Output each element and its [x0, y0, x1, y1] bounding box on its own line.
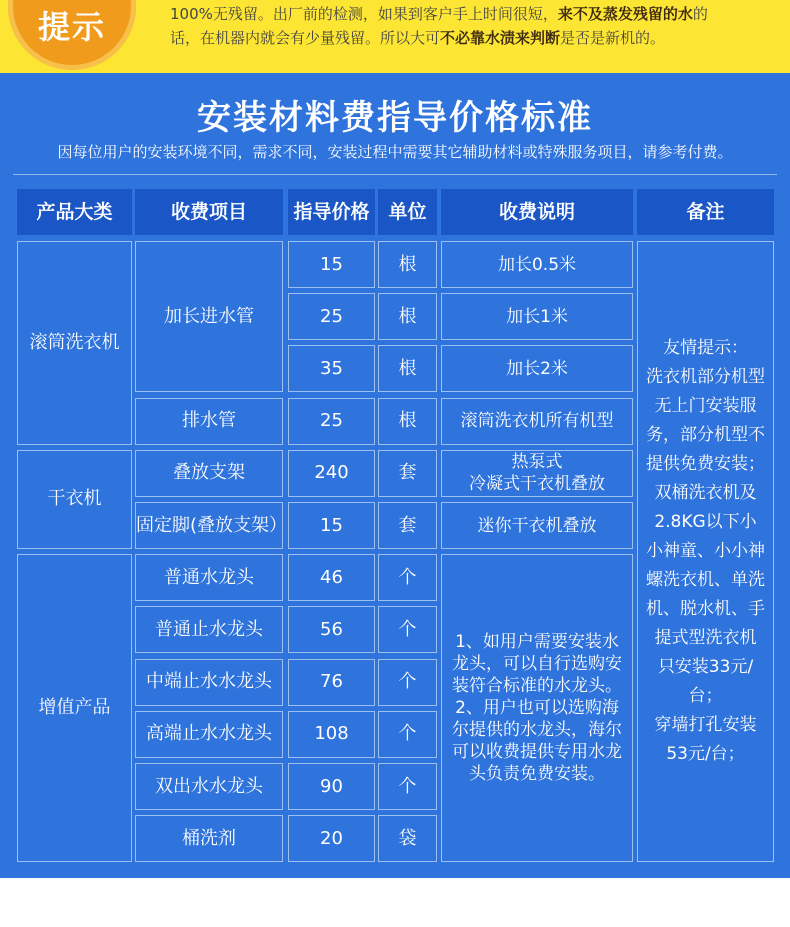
- header-price: 指导价格: [288, 189, 375, 235]
- item-cell: 普通水龙头: [135, 554, 283, 601]
- price-cell: 25: [288, 293, 375, 340]
- item-cell: 普通止水龙头: [135, 606, 283, 653]
- price-cell: 25: [288, 398, 375, 445]
- notice-line2-text: 话，在机器内就会有少量残留。所以大可: [170, 29, 441, 47]
- description-cell: 加长1米: [441, 293, 633, 340]
- item-cell: 高端止水水龙头: [135, 711, 283, 758]
- price-cell: 15: [288, 502, 375, 549]
- remark-cell: 友情提示： 洗衣机部分机型无上门安装服务，部分机型不提供免费安装； 双桶洗衣机及2.8KG以下小小神童、小小神螺洗衣机、单洗机、脱水机、手提式型洗衣机 只安装33元/台； 穿墙打孔安装53元/台；: [637, 241, 774, 862]
- description-cell: 滚筒洗衣机所有机型: [441, 398, 633, 445]
- notice-text: [170, 2, 780, 50]
- description-cell: 迷你干衣机叠放: [441, 502, 633, 549]
- notice-line1-bold: 来不及蒸发残留的水: [557, 5, 693, 23]
- header-unit: 单位: [378, 189, 437, 235]
- category-cell: 干衣机: [17, 450, 132, 549]
- bottom-blank: [0, 878, 790, 927]
- price-cell: 108: [288, 711, 375, 758]
- unit-cell: 根: [378, 345, 437, 392]
- description-cell: 1、如用户需要安装水龙头，可以自行选购安装符合标准的水龙头。 2、用户也可以选购海尔提供的水龙头，海尔可以收费提供专用水龙头负责免费安装。: [441, 554, 633, 862]
- item-cell: 双出水水龙头: [135, 763, 283, 810]
- price-cell: 76: [288, 659, 375, 706]
- page-title: 安装材料费指导价格标准: [197, 98, 593, 138]
- notice-badge-label: 提示: [37, 8, 106, 46]
- divider: [13, 174, 777, 175]
- notice-line1-suffix: 的: [692, 5, 708, 23]
- price-cell: 35: [288, 345, 375, 392]
- item-cell: 排水管: [135, 398, 283, 445]
- unit-cell: 个: [378, 711, 437, 758]
- item-cell: 中端止水水龙头: [135, 659, 283, 706]
- price-cell: 15: [288, 241, 375, 288]
- unit-cell: 个: [378, 659, 437, 706]
- header-remark: 备注: [637, 189, 774, 235]
- unit-cell: 个: [378, 763, 437, 810]
- notice-line2-suffix: 是否是新机的。: [560, 29, 666, 47]
- unit-cell: 套: [378, 502, 437, 549]
- description-cell: 加长2米: [441, 345, 633, 392]
- description-cell: 热泵式 冷凝式干衣机叠放: [441, 450, 633, 497]
- notice-line2-bold: 不必靠水渍来判断: [440, 29, 561, 47]
- price-cell: 240: [288, 450, 375, 497]
- item-cell: 加长进水管: [135, 241, 283, 392]
- unit-cell: 根: [378, 241, 437, 288]
- page-subtitle: 因每位用户的安装环境不同，需求不同，安装过程中需要其它辅助材料或特殊服务项目，请参考付费。: [57, 143, 733, 161]
- price-cell: 46: [288, 554, 375, 601]
- item-cell: 叠放支架: [135, 450, 283, 497]
- category-cell: 滚筒洗衣机: [17, 241, 132, 445]
- notice-bar: [0, 0, 790, 73]
- unit-cell: 袋: [378, 815, 437, 862]
- price-cell: 90: [288, 763, 375, 810]
- header-item: 收费项目: [135, 189, 283, 235]
- unit-cell: 个: [378, 554, 437, 601]
- unit-cell: 根: [378, 398, 437, 445]
- header-category: 产品大类: [17, 189, 132, 235]
- item-cell: 固定脚(叠放支架）: [135, 502, 283, 549]
- price-cell: 20: [288, 815, 375, 862]
- unit-cell: 根: [378, 293, 437, 340]
- header-description: 收费说明: [441, 189, 633, 235]
- notice-badge: [8, 0, 136, 70]
- description-cell: 加长0.5米: [441, 241, 633, 288]
- price-cell: 56: [288, 606, 375, 653]
- category-cell: 增值产品: [17, 554, 132, 862]
- unit-cell: 套: [378, 450, 437, 497]
- unit-cell: 个: [378, 606, 437, 653]
- item-cell: 桶洗剂: [135, 815, 283, 862]
- notice-line1-text: 100%无残留。出厂前的检测，如果到客户手上时间很短，: [170, 5, 558, 23]
